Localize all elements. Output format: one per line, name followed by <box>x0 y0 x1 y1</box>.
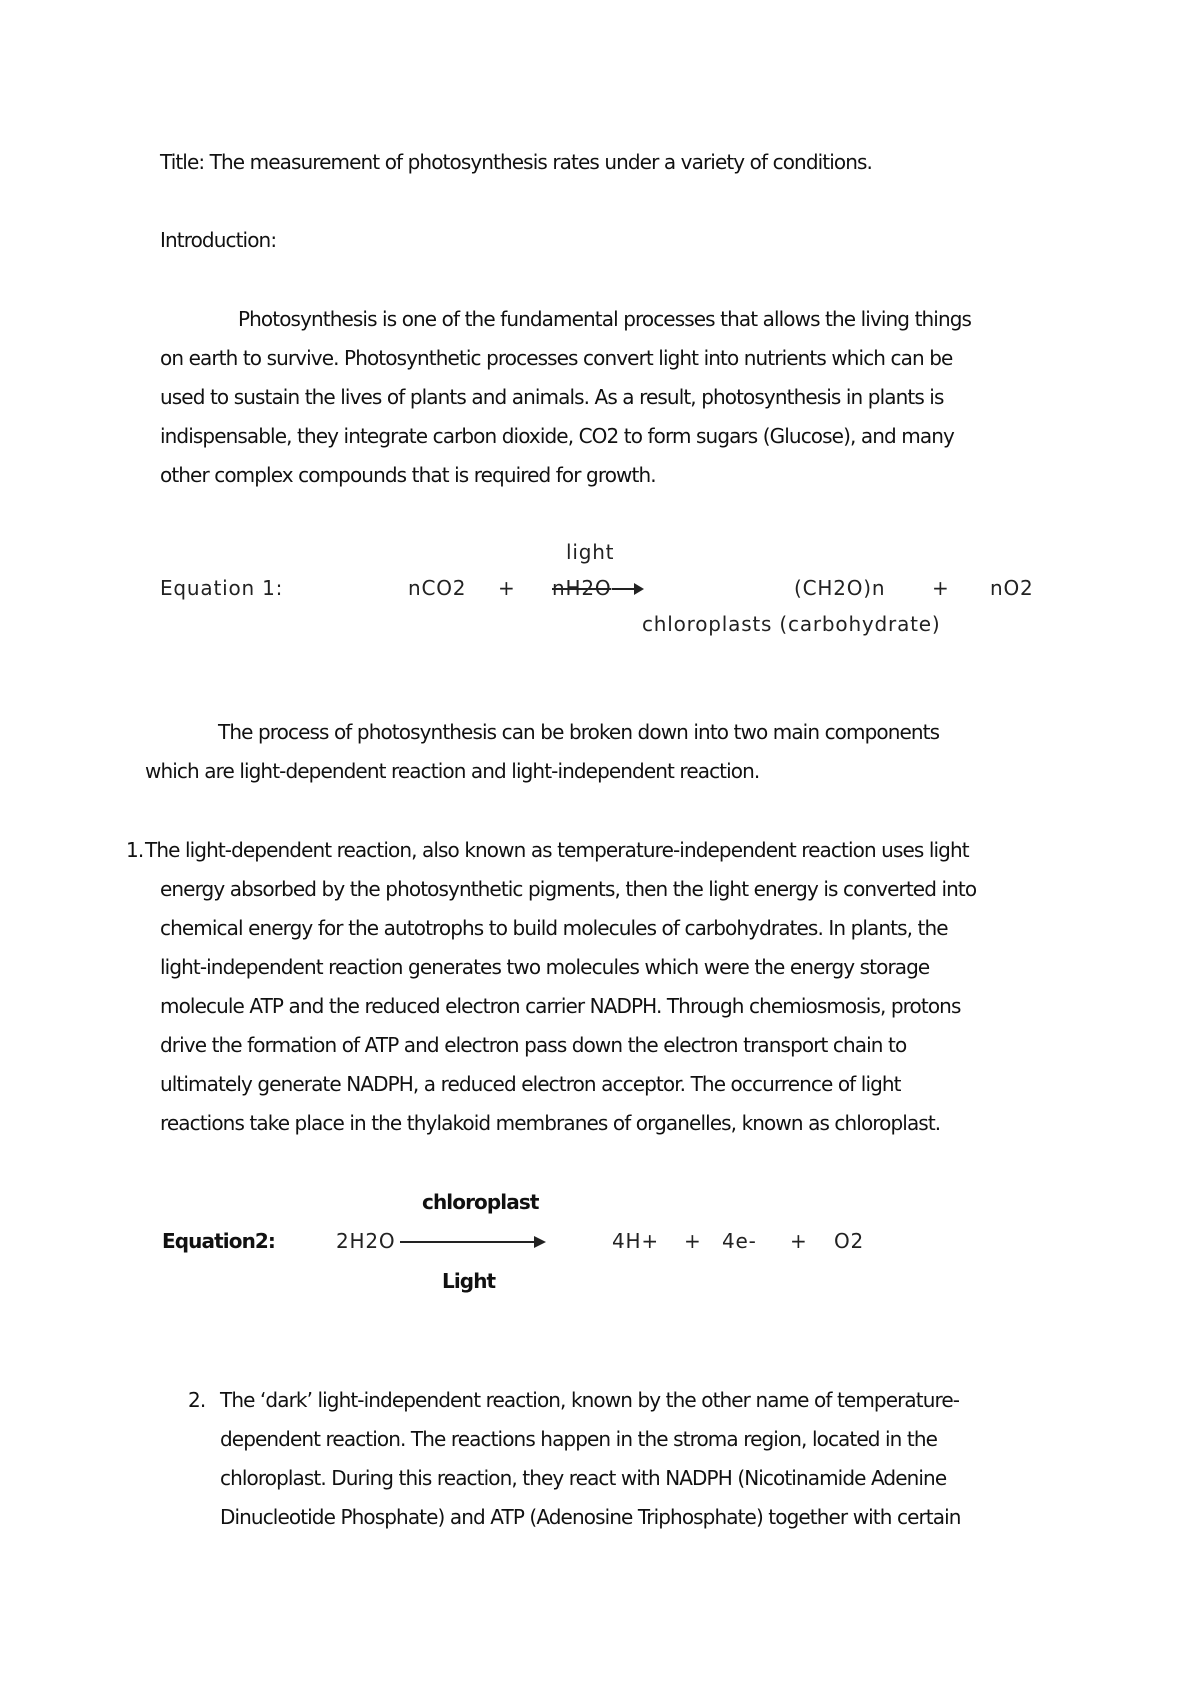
components-line: which are light-dependent reaction and light-independent reaction. <box>145 759 760 783</box>
intro-line: used to sustain the lives of plants and animals. As a result, photosynthesis in plants is <box>160 385 944 409</box>
equation2-arrow-icon <box>400 1234 548 1250</box>
item1-line: drive the formation of ATP and electron pass down the electron transport chain to <box>160 1033 907 1057</box>
item1-line: reactions take place in the thylakoid membranes of organelles, known as chloroplast. <box>160 1111 941 1135</box>
equation1-reactant2: nH2O <box>552 576 612 600</box>
equation1-product2: nO2 <box>990 576 1034 600</box>
item1-line: molecule ATP and the reduced electron carrier NADPH. Through chemiosmosis, protons <box>160 994 961 1018</box>
item2-line: dependent reaction. The reactions happen in the stroma region, located in the <box>220 1427 938 1451</box>
item2-line: The ‘dark’ light-independent reaction, known by the other name of temperature- <box>220 1388 960 1412</box>
equation1-reactant1: nCO2 <box>408 576 467 600</box>
equation1-plus2: + <box>932 576 950 600</box>
equation1-label: Equation 1: <box>160 576 284 600</box>
components-line: The process of photosynthesis can be broken down into two main components <box>218 720 940 744</box>
equation2-below-arrow: Light <box>442 1269 496 1293</box>
item2-number: 2. <box>188 1388 206 1412</box>
intro-line: other complex compounds that is required for growth. <box>160 463 656 487</box>
equation1-below-arrow: chloroplasts (carbohydrate) <box>642 612 941 636</box>
equation1-plus1: + <box>498 576 516 600</box>
equation2-plus1: + <box>684 1229 702 1253</box>
introduction-heading: Introduction: <box>160 228 277 252</box>
equation2-plus2: + <box>790 1229 808 1253</box>
intro-line: on earth to survive. Photosynthetic processes convert light into nutrients which can be <box>160 346 953 370</box>
equation1-above-arrow: light <box>566 540 615 564</box>
item1-line: light-independent reaction generates two molecules which were the energy storage <box>160 955 930 979</box>
intro-line: indispensable, they integrate carbon dioxide, CO2 to form sugars (Glucose), and many <box>160 424 954 448</box>
item2-line: chloroplast. During this reaction, they react with NADPH (Nicotinamide Adenine <box>220 1466 947 1490</box>
item2-line: Dinucleotide Phosphate) and ATP (Adenosine Triphosphate) together with certain <box>220 1505 961 1529</box>
item1-line: ultimately generate NADPH, a reduced electron acceptor. The occurrence of light <box>160 1072 901 1096</box>
equation2-product1: 4H+ <box>612 1229 659 1253</box>
item1-line: energy absorbed by the photosynthetic pigments, then the light energy is converted into <box>160 877 977 901</box>
equation2-product3: O2 <box>834 1229 865 1253</box>
equation2-reactant: 2H2O <box>336 1229 396 1253</box>
equation2-product2: 4e- <box>722 1229 757 1253</box>
equation2-label: Equation2: <box>162 1229 276 1253</box>
item1-number: 1. <box>126 838 144 862</box>
item1-line: The light-dependent reaction, also known as temperature-independent reaction uses light <box>145 838 969 862</box>
equation1-product1: (CH2O)n <box>794 576 886 600</box>
equation2-above-arrow: chloroplast <box>422 1190 539 1214</box>
title-line: Title: The measurement of photosynthesis rates under a variety of conditions. <box>160 150 872 174</box>
item1-line: chemical energy for the autotrophs to build molecules of carbohydrates. In plants, the <box>160 916 948 940</box>
intro-line: Photosynthesis is one of the fundamental processes that allows the living things <box>238 307 972 331</box>
equation1-arrow-icon <box>612 581 646 597</box>
